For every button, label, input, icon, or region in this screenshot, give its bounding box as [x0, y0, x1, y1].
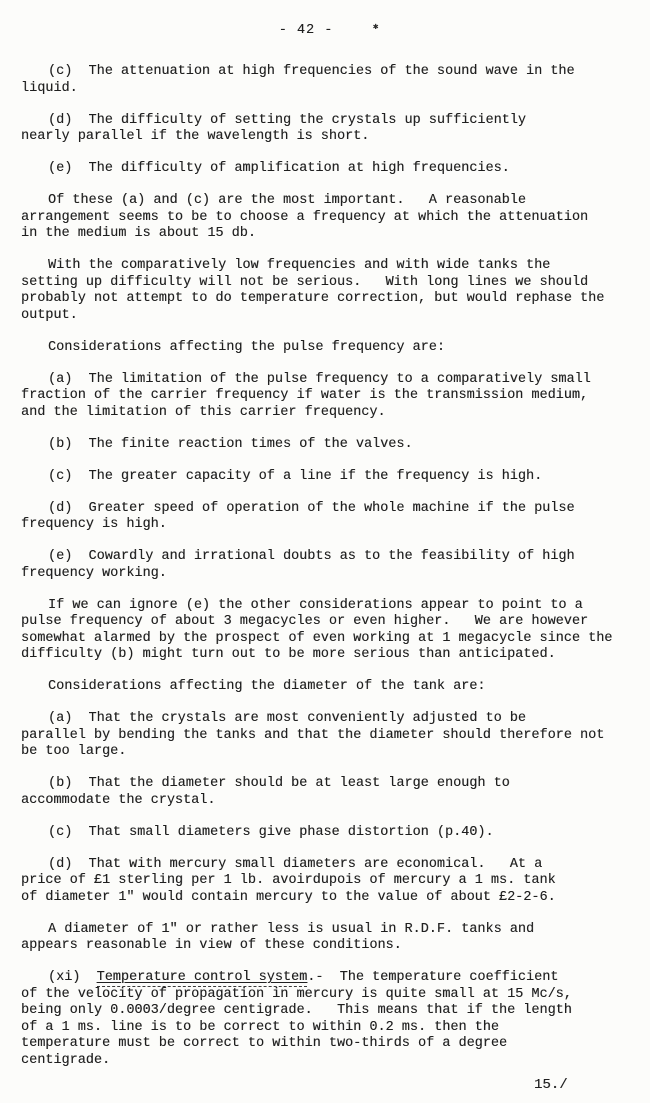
- text-line: Of these (a) and (c) are the most important. A reasonable: [48, 193, 526, 208]
- text-line: of diameter 1" would contain mercury to the value of about £2-2-6.: [21, 889, 556, 905]
- para-diameter-item-b-accommodate: [21, 776, 625, 809]
- text-line: and the limitation of this carrier frequency.: [21, 404, 386, 420]
- text-line: of a 1 ms. line is to be correct to within 0.2 ms. then the: [21, 1019, 499, 1035]
- text-line: (b) That the diameter should be at least large enough to: [48, 776, 510, 791]
- para-considerations-tank-diameter: [21, 679, 625, 696]
- para-diameter-item-d-mercury-cost: [21, 857, 625, 907]
- para-item-e-amplification: [21, 161, 625, 178]
- text-line: Considerations affecting the diameter of the tank are:: [48, 679, 486, 694]
- text-line: Considerations affecting the pulse frequency are:: [48, 339, 445, 355]
- para-diameter-item-a-bending: [21, 711, 625, 761]
- section-heading-underlined: Temperature control system: [96, 970, 308, 985]
- item-label-xi: (xi): [48, 970, 97, 985]
- para-pulse-item-e-doubts: [21, 549, 625, 582]
- text-line: (d) That with mercury small diameters are economical. At a: [48, 856, 543, 872]
- text-line: be too large.: [21, 744, 127, 759]
- para-most-important: [21, 193, 625, 243]
- text-line: liquid.: [21, 80, 78, 96]
- text-line: frequency is high.: [21, 517, 167, 532]
- ink-smudge-mark: ✱: [373, 22, 379, 32]
- text-line: fraction of the carrier frequency if water is the transmission medium,: [21, 388, 589, 403]
- text-line: difficulty (b) might turn out to be more serious than anticipated.: [21, 647, 556, 662]
- text-line: price of £1 sterling per 1 lb. avoirdupois of mercury a 1 ms. tank: [21, 873, 556, 888]
- para-item-c-attenuation: [21, 64, 625, 97]
- para-low-frequencies: [21, 258, 625, 324]
- heading-post-text: .- The temperature coefficient: [307, 970, 559, 985]
- text-line: temperature must be correct to within two-thirds of a degree: [21, 1036, 508, 1051]
- next-page-reference: 15./: [534, 1077, 568, 1093]
- text-line: frequency working.: [21, 565, 167, 581]
- text-line: parallel by bending the tanks and that the diameter should therefore not: [21, 727, 605, 743]
- text-line: If we can ignore (e) the other considerations appear to point to a: [48, 597, 583, 613]
- para-pulse-item-d-speed: [21, 501, 625, 534]
- text-line: (b) The finite reaction times of the valves.: [48, 436, 413, 452]
- text-line: A diameter of 1" or rather less is usual in R.D.F. tanks and: [48, 921, 535, 937]
- text-line: centigrade.: [21, 1052, 111, 1068]
- text-line: (d) Greater speed of operation of the whole machine if the pulse: [48, 500, 575, 516]
- text-line: arrangement seems to be to choose a frequency at which the attenuation: [21, 209, 589, 225]
- text-line: being only 0.0003/degree centigrade. This means that if the length: [21, 1003, 572, 1018]
- text-line: pulse frequency of about 3 megacycles or even higher. We are however: [21, 614, 589, 629]
- text-line: nearly parallel if the wavelength is short.: [21, 129, 370, 144]
- text-line: probably not attempt to do temperature correction, but would rephase the: [21, 291, 605, 306]
- para-pulse-item-c-capacity: [21, 469, 625, 486]
- para-xi-temperature-control-system: [21, 970, 625, 1069]
- para-ignore-e-conclusion: [21, 598, 625, 664]
- text-line: (e) The difficulty of amplification at high frequencies.: [48, 161, 510, 176]
- document-body: [21, 64, 625, 1069]
- text-line: (a) That the crystals are most conveniently adjusted to be: [48, 711, 526, 726]
- para-pulse-item-a-limitation: [21, 372, 625, 422]
- para-considerations-pulse-frequency: [21, 340, 625, 357]
- text-line: (e) Cowardly and irrational doubts as to the feasibility of high: [48, 549, 575, 564]
- para-diameter-item-c-distortion: [21, 825, 625, 842]
- text-line: With the comparatively low frequencies and with wide tanks the: [48, 258, 551, 273]
- section-heading-line: [21, 970, 625, 987]
- text-line: output.: [21, 307, 78, 323]
- text-line: somewhat alarmed by the prospect of even working at 1 megacycle since the: [21, 630, 613, 646]
- text-line: of the velocity of propagation in mercury is quite small at 15 Mc/s,: [21, 986, 572, 1002]
- text-line: setting up difficulty will not be serious. With long lines we should: [21, 274, 589, 290]
- para-item-d-crystal-setting: [21, 113, 625, 146]
- text-line: accommodate the crystal.: [21, 792, 216, 808]
- page-number-header: - 42 -: [278, 23, 334, 38]
- text-line: (d) The difficulty of setting the crystals up sufficiently: [48, 112, 526, 128]
- para-rdf-tanks: [21, 922, 625, 955]
- text-line: (a) The limitation of the pulse frequency to a comparatively small: [48, 371, 591, 387]
- text-line: (c) That small diameters give phase distortion (p.40).: [48, 824, 494, 840]
- text-line: appears reasonable in view of these conditions.: [21, 938, 402, 953]
- text-line: (c) The greater capacity of a line if the frequency is high.: [48, 468, 543, 484]
- text-line: (c) The attenuation at high frequencies of the sound wave in the: [48, 64, 575, 79]
- para-pulse-item-b-valves: [21, 437, 625, 454]
- text-line: in the medium is about 15 db.: [21, 226, 256, 241]
